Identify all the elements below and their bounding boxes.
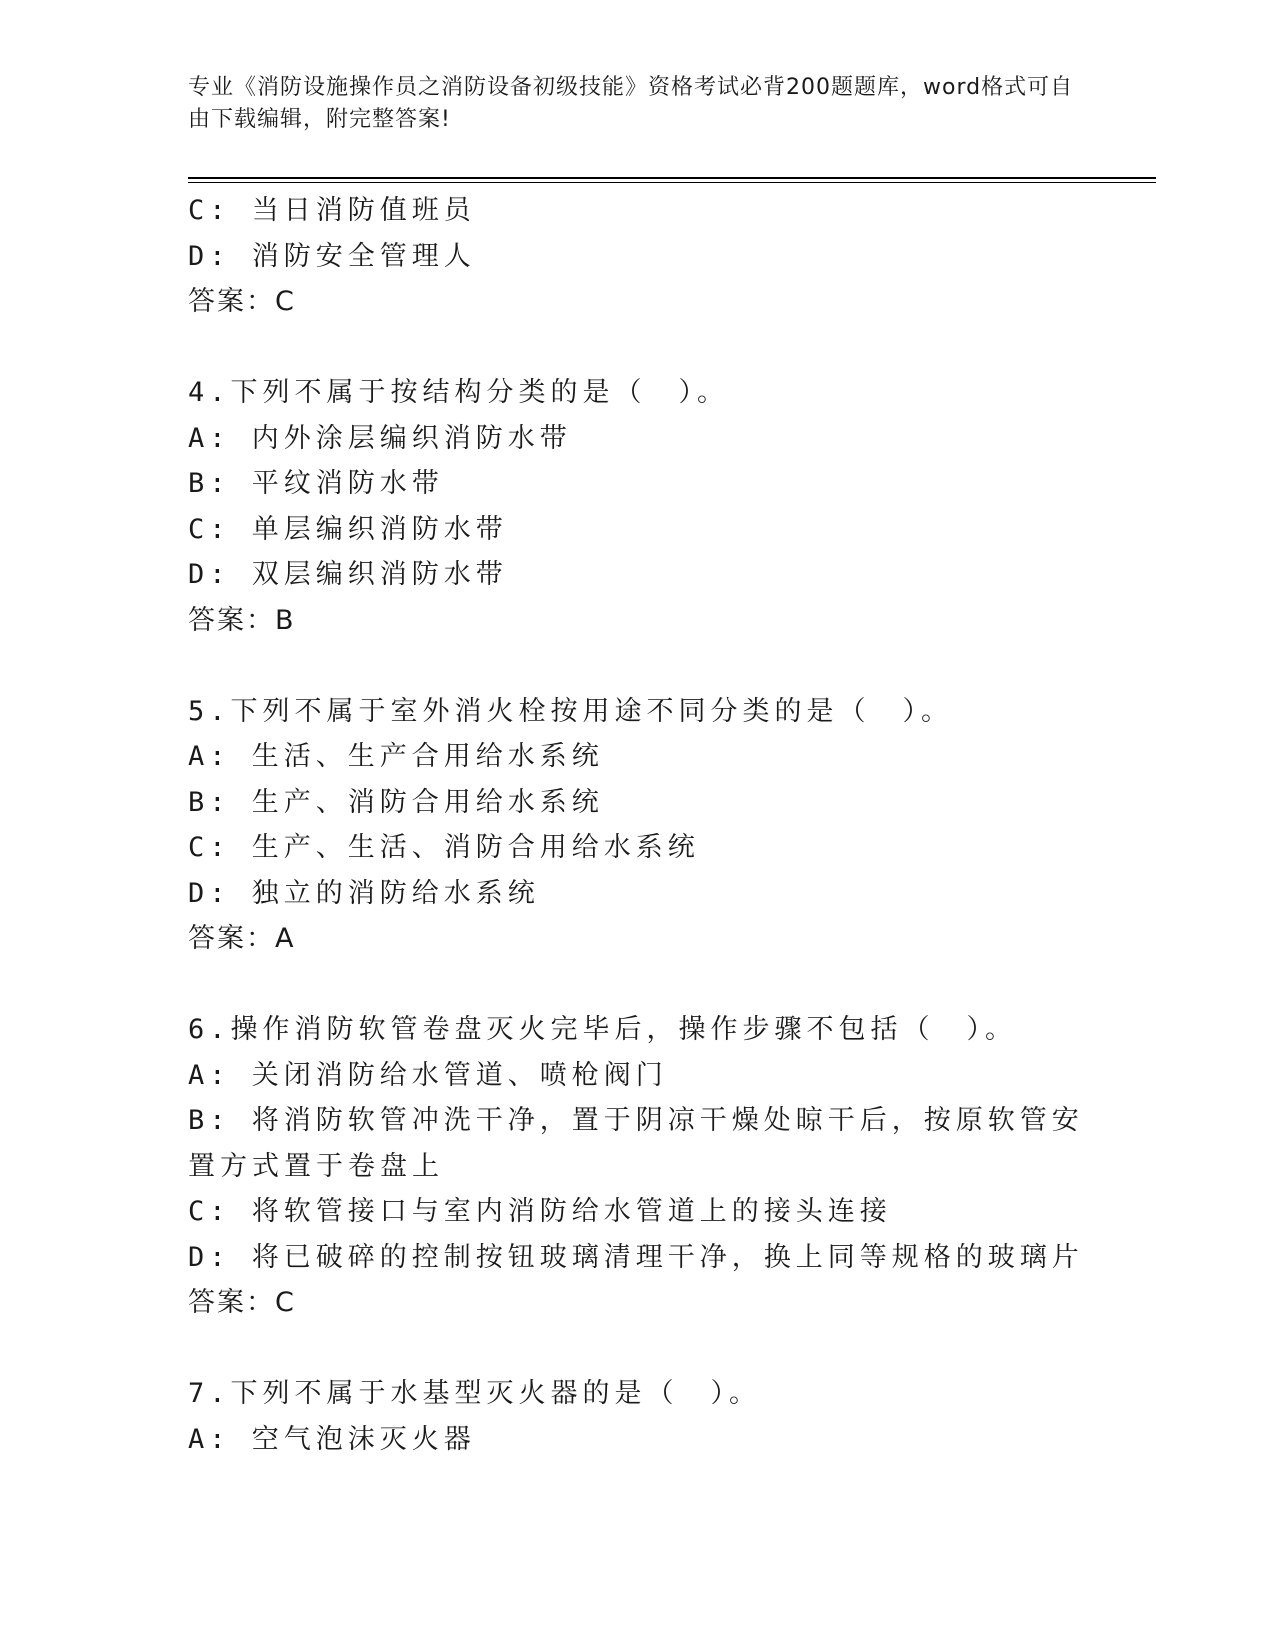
answer-line: 答案：B bbox=[188, 604, 296, 636]
question-block-7 bbox=[188, 1371, 1088, 1462]
question-stem: 4.下列不属于按结构分类的是（ ）。 bbox=[188, 377, 730, 408]
option-d: D: 独立的消防给水系统 bbox=[188, 877, 540, 909]
spacer bbox=[188, 643, 1088, 689]
option-a: A: 关闭消防给水管道、喷枪阀门 bbox=[188, 1059, 668, 1091]
option-b: B: 将消防软管冲洗干净，置于阴凉干燥处晾干后，按原软管安置方式置于卷盘上 bbox=[188, 1105, 1084, 1182]
option-d: D: 双层编织消防水带 bbox=[188, 559, 508, 590]
document-header bbox=[188, 72, 1088, 136]
spacer bbox=[188, 1326, 1088, 1372]
option-b: B: 生产、消防合用给水系统 bbox=[188, 786, 604, 818]
spacer bbox=[188, 962, 1088, 1008]
question-list bbox=[188, 188, 1088, 1462]
answer-line: 答案：A bbox=[188, 923, 296, 954]
header-divider bbox=[188, 177, 1156, 179]
option-a: A: 生活、生产合用给水系统 bbox=[188, 741, 604, 772]
question-block-6 bbox=[188, 1007, 1088, 1326]
option-c: C: 将软管接口与室内消防给水管道上的接头连接 bbox=[188, 1196, 892, 1227]
question-block-4 bbox=[188, 370, 1088, 643]
option-c: C: 生产、生活、消防合用给水系统 bbox=[188, 832, 700, 863]
header-divider-thin bbox=[188, 182, 1156, 183]
option-c: C: 单层编织消防水带 bbox=[188, 513, 508, 545]
question-stem: 5.下列不属于室外消火栓按用途不同分类的是（ ）。 bbox=[188, 695, 954, 727]
answer-line: 答案：C bbox=[188, 286, 296, 317]
question-stem: 6.操作消防软管卷盘灭火完毕后，操作步骤不包括（ ）。 bbox=[188, 1014, 1018, 1045]
question-block-3 bbox=[188, 188, 1088, 325]
option-a: A: 空气泡沫灭火器 bbox=[188, 1423, 476, 1455]
option-d: D: 消防安全管理人 bbox=[188, 240, 476, 272]
option-b: B: 平纹消防水带 bbox=[188, 468, 444, 499]
option-c: C: 当日消防值班员 bbox=[188, 195, 476, 226]
question-block-5 bbox=[188, 689, 1088, 962]
header-text: 专业《消防设施操作员之消防设备初级技能》资格考试必背200题题库，word格式可自由下载编辑，附完整答案! bbox=[188, 75, 1074, 132]
answer-line: 答案：C bbox=[188, 1287, 296, 1318]
option-a: A: 内外涂层编织消防水带 bbox=[188, 422, 572, 454]
spacer bbox=[188, 325, 1088, 371]
option-d: D: 将已破碎的控制按钮玻璃清理干净，换上同等规格的玻璃片 bbox=[188, 1241, 1084, 1273]
question-stem: 7.下列不属于水基型灭火器的是（ ）。 bbox=[188, 1378, 762, 1409]
